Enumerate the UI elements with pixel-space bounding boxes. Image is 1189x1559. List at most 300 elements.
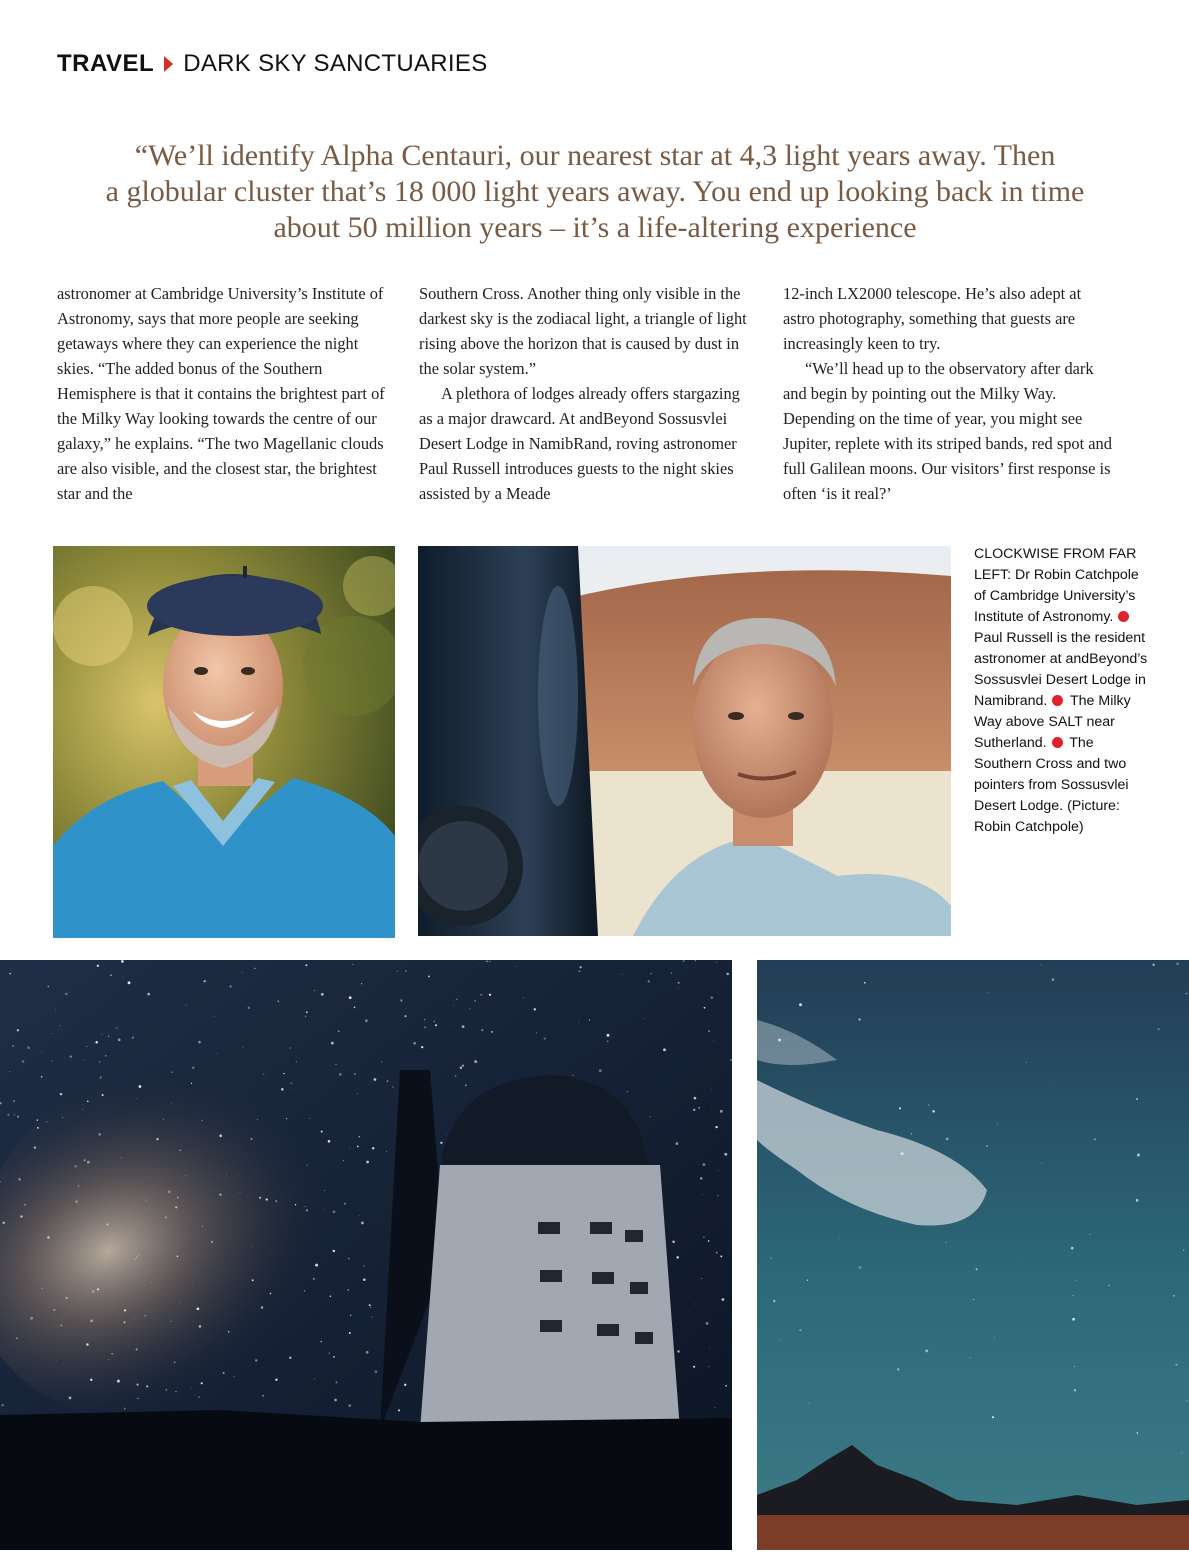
star <box>150 1282 151 1283</box>
star <box>98 1133 101 1136</box>
star <box>911 1133 912 1134</box>
star <box>137 1398 138 1399</box>
star <box>1094 1138 1096 1140</box>
star <box>180 1150 181 1151</box>
star <box>41 1288 42 1289</box>
star <box>709 1349 710 1350</box>
body-paragraph: “We’ll head up to the observatory after dark and begin by pointing out the Milky Way. Depending on the time of year, you might see Jupiter, replete with its striped bands, red spot and full Galilean moons. Our visitors’ first response is often ‘is it real?’ <box>783 359 1112 503</box>
star <box>261 1306 264 1309</box>
star <box>53 1309 55 1311</box>
star <box>338 1030 340 1032</box>
star <box>698 1107 700 1109</box>
star <box>181 1179 182 1180</box>
star <box>295 1204 296 1205</box>
star <box>198 1396 200 1398</box>
star <box>252 1246 253 1247</box>
star <box>348 1289 349 1290</box>
star <box>363 1279 365 1281</box>
star <box>374 1078 377 1081</box>
star <box>901 1152 904 1155</box>
section-arrow-icon <box>164 56 173 72</box>
star <box>695 960 696 961</box>
star <box>413 1042 416 1045</box>
star <box>136 1257 137 1258</box>
star <box>121 960 124 963</box>
star <box>191 1387 192 1388</box>
star <box>16 1338 17 1339</box>
star <box>277 1000 279 1002</box>
star <box>1041 1163 1042 1164</box>
star <box>864 982 866 984</box>
star <box>544 1037 546 1039</box>
star <box>722 1298 725 1301</box>
star <box>331 1042 334 1045</box>
star <box>773 1300 775 1302</box>
star <box>177 1197 179 1199</box>
star <box>47 1236 50 1239</box>
star <box>945 1242 946 1243</box>
star <box>453 1025 454 1026</box>
star <box>92 1290 95 1293</box>
star <box>27 1046 30 1049</box>
star <box>75 1200 78 1203</box>
star <box>48 986 50 988</box>
star <box>726 973 729 976</box>
star <box>106 1224 108 1226</box>
star <box>201 1382 203 1384</box>
star <box>37 1127 39 1129</box>
star <box>607 1040 608 1041</box>
star <box>84 1159 86 1161</box>
star <box>20 1215 22 1217</box>
star <box>138 1255 139 1256</box>
star <box>296 1061 298 1063</box>
section-header <box>57 48 488 80</box>
photo-southern-cross <box>757 960 1189 1550</box>
star <box>663 1048 666 1051</box>
star <box>579 966 581 968</box>
star <box>1176 962 1179 965</box>
star <box>880 1199 881 1200</box>
star <box>693 1109 695 1111</box>
star <box>18 1178 21 1181</box>
star <box>648 980 650 982</box>
star <box>676 1142 679 1145</box>
star <box>930 1176 931 1177</box>
star <box>100 1076 102 1078</box>
star <box>136 1383 138 1385</box>
star <box>1186 993 1188 995</box>
star <box>108 1036 109 1037</box>
star <box>62 1117 63 1118</box>
star <box>90 1379 92 1381</box>
star <box>706 1322 709 1325</box>
star <box>238 1174 239 1175</box>
star <box>650 973 651 974</box>
star <box>369 1304 371 1306</box>
star <box>145 1315 146 1316</box>
star <box>305 1206 306 1207</box>
star <box>174 1361 176 1363</box>
body-paragraph: astronomer at Cambridge University’s Institute of Astronomy, says that more people are seeking getaways where they can experience the night skies. “The added bonus of the Southern Hemisphere is that it contains the brightest part of the Milky Way looking towards the centre of our galaxy,” he explains. “The two Magellanic clouds are also visible, and the closest star, the brightest star and the <box>57 284 385 503</box>
star <box>275 1379 277 1381</box>
star <box>469 1008 470 1009</box>
star <box>720 1110 723 1113</box>
star <box>186 1005 187 1006</box>
star <box>315 1264 318 1267</box>
star <box>147 993 150 996</box>
star <box>24 1204 26 1206</box>
star <box>381 1061 382 1062</box>
star <box>41 1076 43 1078</box>
star <box>474 1000 476 1002</box>
star <box>1076 1280 1077 1281</box>
star <box>290 1047 292 1049</box>
star <box>121 1157 122 1158</box>
star <box>456 999 458 1001</box>
star <box>90 1320 93 1323</box>
photo-milky-way-salt <box>0 960 732 1550</box>
star <box>701 1278 702 1279</box>
star <box>386 1151 387 1152</box>
star <box>60 1093 63 1096</box>
star <box>259 1197 261 1199</box>
star <box>374 1370 377 1373</box>
star <box>1064 1155 1065 1156</box>
star <box>359 1215 360 1216</box>
photo-caption <box>974 544 1149 838</box>
star <box>462 1025 465 1028</box>
star <box>778 1039 781 1042</box>
star <box>716 1252 718 1254</box>
star <box>703 1237 704 1238</box>
star <box>95 1041 98 1044</box>
star <box>694 1097 697 1100</box>
star <box>607 1034 610 1037</box>
star <box>515 966 516 967</box>
star <box>724 1153 727 1156</box>
star <box>41 1051 42 1052</box>
star <box>61 1325 62 1326</box>
star <box>946 1137 949 1140</box>
star <box>350 1315 351 1316</box>
star <box>392 1086 393 1087</box>
star <box>348 1404 351 1407</box>
star <box>1052 978 1055 981</box>
star <box>233 1376 234 1377</box>
star <box>307 1165 309 1167</box>
body-paragraph: A plethora of lodges already offers stargazing as a major drawcard. At andBeyond Sossusvlei Desert Lodge in NamibRand, roving astronomer Paul Russell introduces guests to the night skies assisted by a Meade <box>419 384 740 503</box>
star <box>251 1138 253 1140</box>
star <box>718 1170 719 1171</box>
star <box>321 993 324 996</box>
star <box>185 1175 186 1176</box>
star <box>175 1391 176 1392</box>
star <box>711 996 714 999</box>
star <box>223 1372 225 1374</box>
star <box>1108 1285 1109 1286</box>
star <box>263 1073 264 1074</box>
star <box>124 1321 126 1323</box>
star <box>74 1165 76 1167</box>
star <box>219 1134 222 1137</box>
star <box>717 1195 718 1196</box>
star <box>335 1381 337 1383</box>
star <box>1074 1389 1076 1391</box>
star <box>163 1119 164 1120</box>
star <box>266 1198 268 1200</box>
bullet-dot-icon <box>1118 611 1129 622</box>
star <box>365 1019 368 1022</box>
star <box>683 960 685 962</box>
star <box>128 981 131 984</box>
star <box>1183 1249 1184 1250</box>
star <box>695 1304 696 1305</box>
star <box>306 1011 308 1013</box>
star <box>1136 1199 1139 1202</box>
star <box>366 1351 369 1354</box>
star <box>242 972 243 973</box>
star <box>82 1109 83 1110</box>
photo-robin-catchpole <box>53 546 395 938</box>
star <box>976 1268 978 1270</box>
star <box>275 1200 277 1202</box>
star <box>435 1024 437 1026</box>
star <box>361 1221 364 1224</box>
star <box>314 1378 315 1379</box>
star <box>676 1256 678 1258</box>
star <box>716 962 717 963</box>
star <box>192 1283 193 1284</box>
star <box>78 1185 80 1187</box>
star <box>359 1136 360 1137</box>
star <box>455 1075 457 1077</box>
star <box>627 1091 628 1092</box>
star <box>397 971 398 972</box>
star <box>17 1029 19 1031</box>
star <box>286 1118 287 1119</box>
star <box>363 1265 364 1266</box>
pull-quote <box>60 138 1130 246</box>
star <box>324 1210 325 1211</box>
star <box>257 1119 258 1120</box>
body-column-2 <box>419 281 749 506</box>
bullet-dot-icon <box>1052 695 1063 706</box>
star <box>291 1089 292 1090</box>
star <box>366 1161 369 1164</box>
pull-quote-line: a globular cluster that’s 18 000 light years away. You end up looking back in time <box>105 175 1085 208</box>
star <box>400 999 402 1001</box>
star <box>124 1309 126 1311</box>
photo-paul-russell <box>418 546 951 936</box>
star <box>333 1356 335 1358</box>
star <box>84 1060 85 1061</box>
star <box>111 1353 113 1355</box>
star <box>333 1210 336 1213</box>
star <box>1025 1062 1026 1063</box>
caption-text: The Milky Way above SALT near Sutherland. <box>974 693 1131 751</box>
star <box>175 1206 177 1208</box>
star <box>672 1241 675 1244</box>
star <box>838 1237 839 1238</box>
star <box>56 1361 57 1362</box>
star <box>354 1073 356 1075</box>
star <box>357 1093 358 1094</box>
star <box>171 1321 172 1322</box>
star <box>599 1069 602 1072</box>
star <box>132 1036 134 1038</box>
star <box>136 1348 138 1350</box>
star <box>897 1368 900 1371</box>
star <box>770 1257 772 1259</box>
star <box>2 1404 4 1406</box>
star <box>708 1366 709 1367</box>
star <box>69 1397 72 1400</box>
star <box>1089 1234 1090 1235</box>
star <box>105 1055 107 1057</box>
star <box>248 1007 250 1009</box>
star <box>523 998 524 999</box>
star <box>165 1216 167 1218</box>
star <box>195 1395 196 1396</box>
star <box>398 1409 400 1411</box>
star <box>30 1317 33 1320</box>
star <box>262 1395 264 1397</box>
star <box>536 1032 537 1033</box>
star <box>809 1402 810 1403</box>
star <box>446 1134 447 1135</box>
star <box>807 1280 808 1281</box>
star <box>305 964 307 966</box>
star <box>708 1030 710 1032</box>
star <box>899 1107 901 1109</box>
star <box>578 1022 579 1023</box>
star <box>858 1266 861 1269</box>
star <box>489 961 490 962</box>
star <box>354 1007 356 1009</box>
star <box>51 1033 52 1034</box>
star <box>309 1118 310 1119</box>
star <box>349 1332 351 1334</box>
star <box>1175 1364 1177 1366</box>
star <box>650 1116 651 1117</box>
section-label: TRAVEL <box>57 50 155 77</box>
star <box>328 1140 331 1143</box>
star <box>349 996 352 999</box>
star <box>481 1029 483 1031</box>
star <box>9 1071 10 1072</box>
star <box>281 1088 284 1091</box>
star <box>372 1147 375 1150</box>
star <box>55 1009 56 1010</box>
star <box>424 1019 426 1021</box>
star <box>166 1389 167 1390</box>
star <box>214 1016 215 1017</box>
star <box>858 1018 860 1020</box>
star <box>434 1021 435 1022</box>
star <box>997 1124 998 1125</box>
star <box>711 1089 712 1090</box>
star <box>795 1032 796 1033</box>
star <box>572 1075 573 1076</box>
star <box>324 1190 325 1191</box>
star <box>228 1331 230 1333</box>
star <box>87 1100 89 1102</box>
star <box>1181 1452 1182 1453</box>
star <box>226 1174 227 1175</box>
star <box>134 1318 135 1319</box>
star <box>465 1085 467 1087</box>
star <box>12 1045 14 1047</box>
star <box>1074 1366 1075 1367</box>
star <box>97 1288 99 1290</box>
star <box>622 974 623 975</box>
star <box>357 1146 359 1148</box>
star <box>255 1359 257 1361</box>
star <box>156 1138 158 1140</box>
star <box>5 1048 6 1049</box>
star <box>168 1190 171 1193</box>
star <box>7 1114 9 1116</box>
star <box>440 1142 442 1144</box>
star <box>479 963 480 964</box>
star <box>928 1105 929 1106</box>
star <box>216 1053 217 1054</box>
star <box>136 1098 137 1099</box>
section-topic: DARK SKY SANCTUARIES <box>183 50 488 77</box>
star <box>219 1193 221 1195</box>
star <box>534 1008 536 1010</box>
star <box>46 1121 47 1122</box>
star <box>59 1025 60 1026</box>
star <box>1157 1028 1159 1030</box>
star <box>306 1209 308 1211</box>
body-paragraph: Southern Cross. Another thing only visible in the darkest sky is the zodiacal light, a triangle of light rising above the horizon that is caused by dust in the solar system.” <box>419 284 747 378</box>
star <box>424 1027 426 1029</box>
star <box>171 1103 172 1104</box>
bullet-dot-icon <box>1052 737 1063 748</box>
star <box>34 1146 36 1148</box>
star <box>700 1177 703 1180</box>
star <box>1152 964 1154 966</box>
star <box>453 1005 454 1006</box>
star <box>334 1399 337 1402</box>
star <box>428 975 430 977</box>
star <box>146 1199 147 1200</box>
caption-text: Paul Russell is the resident astronomer at andBeyond’s Sossusvlei Desert Lodge in Namibrand. <box>974 630 1148 709</box>
star <box>404 1384 406 1386</box>
star <box>134 1259 135 1260</box>
star <box>715 1407 716 1408</box>
star <box>704 1007 706 1009</box>
body-paragraph: 12-inch LX2000 telescope. He’s also adept at astro photography, something that guests are increasingly keen to try. <box>783 284 1082 353</box>
star <box>14 1114 15 1115</box>
star <box>713 1040 714 1041</box>
star <box>1136 1098 1138 1100</box>
star <box>1072 1318 1075 1321</box>
star <box>289 1357 291 1359</box>
star <box>474 1060 477 1063</box>
star <box>108 1359 109 1360</box>
star <box>240 1192 241 1193</box>
star <box>202 1226 203 1227</box>
caption-text: The Southern Cross and two pointers from Sossusvlei Desert Lodge. (Picture: Robin Catchpole) <box>974 735 1129 835</box>
star <box>313 1278 315 1280</box>
star <box>123 977 124 978</box>
star <box>116 1028 117 1029</box>
star <box>404 1015 406 1017</box>
star <box>330 1295 331 1296</box>
